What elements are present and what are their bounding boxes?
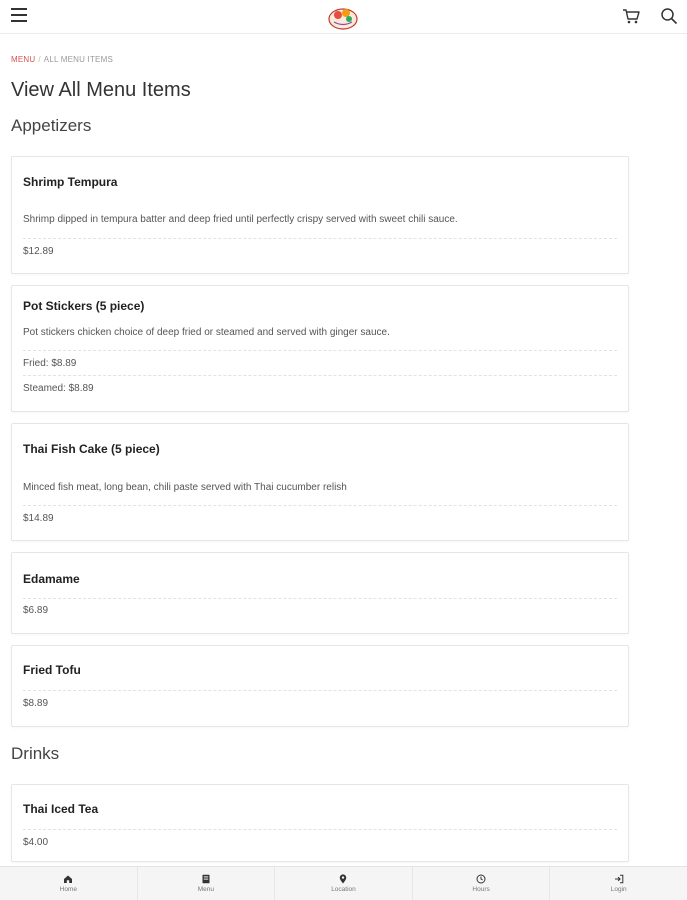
menu-item-description: Minced fish meat, long bean, chili paste served with Thai cucumber relish — [23, 482, 347, 493]
nav-home[interactable] — [0, 867, 138, 900]
menu-item-name: Pot Stickers (5 piece) — [23, 299, 145, 313]
menu-item-name: Shrimp Tempura — [23, 175, 118, 189]
divider — [23, 505, 617, 506]
top-header — [0, 0, 687, 34]
clock-icon — [476, 874, 486, 884]
menu-item-price: $12.89 — [23, 246, 54, 257]
menu-item-card[interactable] — [11, 784, 629, 862]
nav-label: Location — [331, 886, 356, 893]
menu-item-card[interactable] — [11, 552, 629, 634]
section-title-appetizers: Appetizers — [11, 116, 92, 135]
breadcrumb-menu-link[interactable]: MENU — [11, 55, 36, 64]
menu-item-price: Fried: $8.89 — [23, 358, 77, 369]
menu-item-price: Steamed: $8.89 — [23, 383, 94, 394]
divider — [23, 829, 617, 830]
menu-item-description: Pot stickers chicken choice of deep fried or steamed and served with ginger sauce. — [23, 327, 390, 338]
nav-hours[interactable] — [413, 867, 551, 900]
menu-item-price: $14.89 — [23, 513, 54, 524]
nav-location[interactable] — [275, 867, 413, 900]
menu-book-icon — [201, 874, 211, 884]
menu-item-name: Fried Tofu — [23, 663, 81, 677]
nav-label: Login — [610, 886, 627, 893]
menu-item-name: Thai Fish Cake (5 piece) — [23, 442, 160, 456]
nav-label: Hours — [472, 886, 490, 893]
section-title-drinks: Drinks — [11, 744, 60, 763]
breadcrumb-separator: / — [38, 55, 41, 64]
divider — [23, 238, 617, 239]
menu-item-card[interactable] — [11, 156, 629, 274]
bottom-navigation — [0, 866, 687, 900]
nav-login[interactable] — [550, 867, 687, 900]
home-icon — [63, 874, 73, 884]
breadcrumb — [11, 55, 113, 64]
breadcrumb-current: ALL MENU ITEMS — [43, 55, 113, 64]
menu-item-name: Edamame — [23, 572, 80, 586]
divider — [23, 690, 617, 691]
hamburger-menu-icon[interactable] — [11, 8, 27, 22]
divider — [23, 350, 617, 351]
map-pin-icon — [338, 874, 348, 884]
menu-item-price: $4.00 — [23, 837, 49, 848]
login-icon — [614, 874, 624, 884]
divider — [23, 598, 617, 599]
menu-item-name: Thai Iced Tea — [23, 802, 99, 816]
search-icon[interactable] — [660, 7, 678, 25]
menu-item-price: $6.89 — [23, 605, 49, 616]
page-title: View All Menu Items — [11, 79, 191, 101]
cart-icon[interactable] — [622, 7, 640, 25]
menu-item-description: Shrimp dipped in tempura batter and deep fried until perfectly crispy served with sweet chili sauce. — [23, 214, 458, 225]
nav-label: Home — [59, 886, 77, 893]
menu-item-card[interactable] — [11, 645, 629, 727]
menu-item-card[interactable] — [11, 285, 629, 412]
nav-menu[interactable] — [138, 867, 276, 900]
restaurant-logo[interactable] — [327, 3, 359, 31]
nav-label: Menu — [197, 886, 215, 893]
menu-item-card[interactable] — [11, 423, 629, 541]
menu-item-price: $8.89 — [23, 698, 49, 709]
divider — [23, 375, 617, 376]
